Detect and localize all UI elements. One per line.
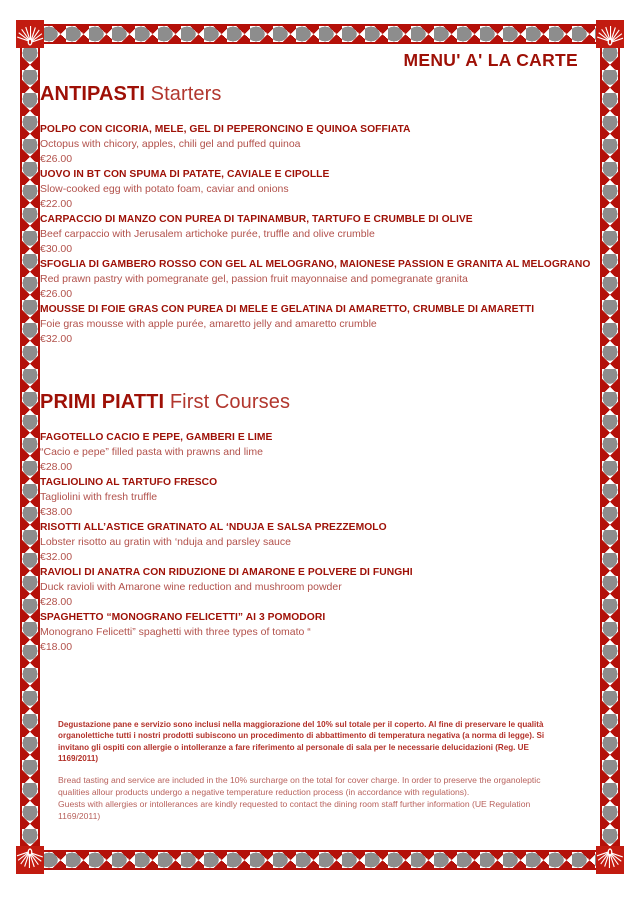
border-motif-horizontal [20,26,620,42]
menu-item [40,302,600,347]
dish-name: SPAGHETTO “MONOGRANO FELICETTI” AI 3 POMODORI [40,612,326,623]
menu-item [40,212,600,257]
frame-border-bottom [20,850,620,870]
border-motif-horizontal [20,852,620,868]
starburst-fan-icon [16,20,44,48]
corner-ornament-top-left [16,20,44,48]
menu-item [40,520,600,565]
section-heading [40,391,600,414]
dish-price: €18.00 [40,641,73,653]
section-heading [40,83,600,106]
footer-disclaimer [58,719,568,822]
disclaimer-english-line-1: Bread tasting and service are included in the 10% surcharge on the total for cover charge. In order to preserve the organoleptic qualities allour products undergo a negative temperature reduction process (in accordance with regulations). [58,775,541,797]
dish-description: Slow-cooked egg with potato foam, caviar and onions [40,183,289,195]
dish-name: RAVIOLI DI ANATRA CON RIDUZIONE DI AMARONE E POLVERE DI FUNGHI [40,567,413,578]
dish-description: Red prawn pastry with pomegranate gel, passion fruit mayonnaise and pomegranate granita [40,273,468,285]
dish-description: Foie gras mousse with apple purée, amaretto jelly and amaretto crumble [40,318,377,330]
section-title-it: ANTIPASTI [40,83,145,105]
dish-price: €22.00 [40,198,73,210]
dish-description: Lobster risotto au gratin with ‘nduja and parsley sauce [40,536,291,548]
disclaimer-english [58,774,568,822]
page-title: MENU' A' LA CARTE [403,50,578,70]
menu-item [40,430,600,475]
dish-price: €26.00 [40,153,73,165]
dish-price: €32.00 [40,551,73,563]
corner-ornament-bottom-left [16,846,44,874]
starburst-fan-icon [596,846,624,874]
menu-section-primi-piatti [40,391,600,655]
dish-name: MOUSSE DI FOIE GRAS CON PUREA DI MELE E GELATINA DI AMARETTO, CRUMBLE DI AMARETTI [40,304,535,315]
dish-description: Tagliolini with fresh truffle [40,491,158,503]
frame-border-left [20,24,40,870]
dish-name: SFOGLIA DI GAMBERO ROSSO CON GEL AL MELOGRANO, MAIONESE PASSION E GRANITA AL MELOGRANO [40,259,591,270]
section-title-en: First Courses [169,391,291,413]
section-title-en: Starters [150,83,222,105]
dish-description: Monograno Felicetti” spaghetti with three types of tomato “ [40,626,311,638]
starburst-fan-icon [596,20,624,48]
menu-item [40,475,600,520]
menu-item [40,257,600,302]
dish-price: €28.00 [40,596,73,608]
dish-price: €26.00 [40,288,73,300]
dish-name: FAGOTELLO CACIO E PEPE, GAMBERI E LIME [40,432,273,443]
dish-price: €28.00 [40,461,73,473]
section-spacer [40,347,600,391]
dish-description: Octopus with chicory, apples, chili gel and puffed quinoa [40,138,301,150]
dish-name: RISOTTI ALL’ASTICE GRATINATO AL ‘NDUJA E SALSA PREZZEMOLO [40,522,387,533]
disclaimer-english-line-2: Guests with allergies or intollerances are kindly requested to contact the dining room staff further information (UE Regulation 1169/2011) [58,799,531,821]
menu-item [40,122,600,167]
dish-description: Duck ravioli with Amarone wine reduction and mushroom powder [40,581,342,593]
menu-content [40,50,600,850]
dish-price: €32.00 [40,333,73,345]
frame-border-top [20,24,620,44]
frame-border-right [600,24,620,870]
section-title-it: PRIMI PIATTI [40,391,165,413]
disclaimer-italian: Degustazione pane e servizio sono inclusi nella maggiorazione del 10% sul totale per il coperto. Al fine di preservare le qualità organolettiche tutti i nostri prodotti subiscono un procedimento di abbattimento di temperatura negativa (a norma di legge). Si invitano gli ospiti con allergie o intolleranze a fare riferimento al personale di sala per le necessarie delucidazioni (Reg. UE 1169/2011) [58,719,545,764]
border-motif-vertical [602,24,618,870]
dish-name: TAGLIOLINO AL TARTUFO FRESCO [40,477,218,488]
border-motif-vertical [22,24,38,870]
dish-description: “Cacio e pepe” filled pasta with prawns and lime [40,446,263,458]
menu-item [40,167,600,212]
dish-name: CARPACCIO DI MANZO CON PUREA DI TAPINAMBUR, TARTUFO E CRUMBLE DI OLIVE [40,214,473,225]
corner-ornament-bottom-right [596,846,624,874]
dish-description: Beef carpaccio with Jerusalem artichoke purée, truffle and olive crumble [40,228,375,240]
menu-item [40,610,600,655]
starburst-fan-icon [16,846,44,874]
dish-price: €38.00 [40,506,73,518]
dish-price: €30.00 [40,243,73,255]
dish-name: POLPO CON CICORIA, MELE, GEL DI PEPERONCINO E QUINOA SOFFIATA [40,124,411,135]
menu-item [40,565,600,610]
corner-ornament-top-right [596,20,624,48]
dish-name: UOVO IN BT CON SPUMA DI PATATE, CAVIALE E CIPOLLE [40,169,330,180]
menu-section-antipasti [40,83,600,347]
